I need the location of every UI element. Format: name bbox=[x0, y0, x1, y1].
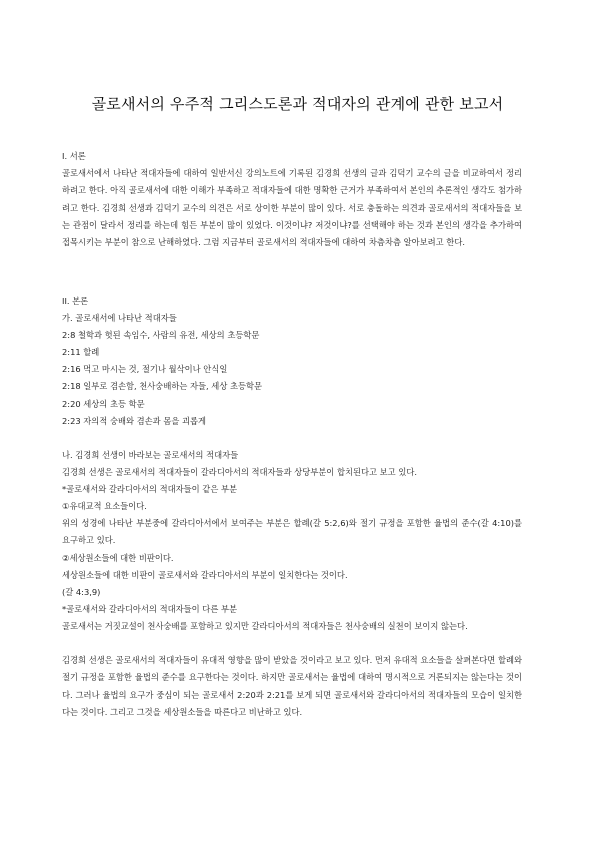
verse-item: 2:16 먹고 마시는 것, 절기나 월삭이나 안식일 bbox=[62, 364, 228, 375]
section-b-line: 골로새서는 거짓교설이 천사숭배를 포함하고 있지만 갈라디아서의 적대자들은 천사숭배의 실천이 보이지 않는다. bbox=[62, 621, 468, 632]
intro-heading: I. 서론 bbox=[62, 151, 86, 161]
intro-section bbox=[62, 148, 522, 251]
section-b bbox=[62, 447, 522, 721]
section-b-closing: 김경희 선생은 골로새서의 적대자들이 유대적 영향을 많이 받았을 것이라고 보고 있다. 먼저 유대적 요소들을 살펴본다면 할례와 절기 규정을 포함한 율법의 준수를 요구한다는 것이다. 하지만 골로새서는 율법에 대하여 명시적으로 거론되지는 않는다는 것이다. 그러나 율법의 요구가 중심이 되는 골로새서 2:20과 2:21를 보게 되면 골로새서와 갈라디아서의 적대자들의 모습이 일치한다는 것이다. 그리고 그것을 세상원소들을 따른다고 비난하고 있다. bbox=[62, 655, 522, 717]
body-heading: II. 본론 bbox=[62, 296, 89, 306]
verse-item: 2:20 세상의 초등 학문 bbox=[62, 398, 145, 409]
verse-item: 2:23 자의적 숭배와 겸손과 몸을 괴롭게 bbox=[62, 415, 207, 426]
spacer bbox=[62, 430, 522, 447]
verse-item: 2:11 할례 bbox=[62, 347, 100, 358]
section-b-line: 위의 성경에 나타난 부분중에 갈라디아서에서 보여주는 부분은 할례(갈 5:2,6)와 절기 규정을 포함한 율법의 준수(갈 4:10)를 요구하고 있다. bbox=[62, 518, 522, 546]
section-b-line: *골로새서와 갈라디아서의 적대자들이 다른 부분 bbox=[62, 603, 237, 614]
verse-item: 2:8 철학과 헛된 속임수, 사람의 유전, 세상의 초등학문 bbox=[62, 330, 260, 341]
section-b-line: ②세상원소들에 대한 비판이다. bbox=[62, 552, 174, 563]
section-b-line: 세상원소들에 대한 비판이 골로새서와 갈라디아서의 부분이 일치한다는 것이다. bbox=[62, 569, 348, 580]
section-a bbox=[62, 310, 522, 430]
section-b-line: 김경희 선생은 골로새서의 적대자들이 갈라디아서의 적대자들과 상당부분이 합치된다고 보고 있다. bbox=[62, 466, 417, 477]
spacer bbox=[62, 635, 522, 652]
section-b-heading: 나. 김경희 선생이 바라보는 골로새서의 적대자들 bbox=[62, 449, 239, 460]
report-title: 골로새서의 우주적 그리스도론과 적대자의 관계에 관한 보고서 bbox=[91, 95, 504, 113]
body-section bbox=[62, 293, 522, 721]
section-b-line: *골로새서와 갈라디아서의 적대자들이 같은 부분 bbox=[62, 484, 237, 495]
verse-item: 2:18 일부로 겸손함, 천사숭배하는 자들, 세상 초등학문 bbox=[62, 381, 263, 392]
intro-paragraph: 골로새서에서 나타난 적대자들에 대하여 일반서신 강의노트에 기록된 김경희 선생의 글과 김덕기 교수의 글을 비교하여서 정리하려고 한다. 아직 골로새서에 대한 이해가 부족하고 적대자들에 대한 명확한 근거가 부족하여서 본인의 추론적인 생각도 첨가하려고 한다. 김경희 선생과 김덕기 교수의 의견은 서로 상이한 부분이 많이 있다. 서로 충돌하는 의견과 골로새서의 적대자들을 보는 관점이 달라서 정리를 하는데 힘든 부분이 많이 있었다. 이것이냐? 저것이냐?를 선택해야 하는 것과 본인의 생각을 추가하여 접목시키는 부분이 참으로 난해하였다. 그럼 지금부터 골로새서의 적대자들에 대하여 차츰차츰 알아보려고 한다. bbox=[62, 168, 522, 247]
section-a-heading: 가. 골로새서에 나타난 적대자들 bbox=[62, 313, 177, 324]
section-b-line: ①유대교적 요소들이다. bbox=[62, 501, 147, 512]
section-b-line: (갈 4:3,9) bbox=[62, 586, 101, 597]
